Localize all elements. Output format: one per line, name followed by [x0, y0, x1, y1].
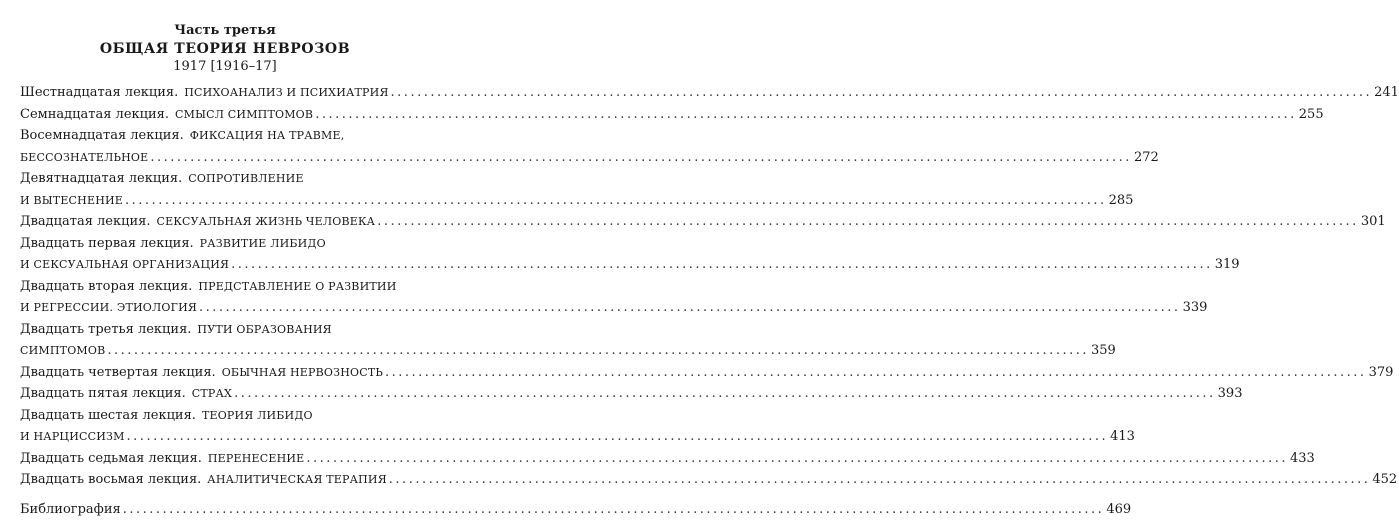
spacer [20, 491, 430, 499]
leader-dots [107, 340, 1089, 362]
lecture-topic: РАЗВИТИЕ ЛИБИДО [200, 233, 326, 255]
toc-entry[interactable] [20, 211, 430, 233]
lecture-topic: АНАЛИТИЧЕСКАЯ ТЕРАПИЯ [207, 469, 387, 491]
toc-entry[interactable] [20, 276, 430, 319]
leader-dots [306, 448, 1288, 470]
lecture-label: Двадцатая лекция. [20, 211, 150, 233]
page-number: 452 [1372, 469, 1397, 491]
lecture-label: Семнадцатая лекция. [20, 104, 169, 126]
part-title: Часть третья [20, 23, 430, 39]
lecture-topic-continued: И НАРЦИССИЗМ [20, 426, 125, 448]
page-number: 255 [1299, 104, 1324, 126]
page-number: 379 [1369, 362, 1394, 384]
leader-dots [127, 426, 1109, 448]
leader-dots [385, 362, 1367, 384]
lecture-topic-continued: И ВЫТЕСНЕНИЕ [20, 190, 123, 212]
lecture-topic: ПСИХОАНАЛИЗ И ПСИХИАТРИЯ [184, 82, 388, 104]
years-label: 1917 [1916–17] [20, 59, 430, 75]
toc-entry-bibliography[interactable] [20, 499, 430, 520]
leader-dots [231, 254, 1213, 276]
leader-dots [123, 499, 1105, 520]
toc-entry[interactable] [20, 319, 430, 362]
page-number: 359 [1091, 340, 1116, 362]
page-number: 433 [1290, 448, 1315, 470]
toc-entry[interactable] [20, 168, 430, 211]
page-number: 241 [1374, 82, 1399, 104]
toc-entry[interactable] [20, 125, 430, 168]
section-title: ОБЩАЯ ТЕОРИЯ НЕВРОЗОВ [20, 40, 430, 58]
lecture-topic: ПЕРЕНЕСЕНИЕ [208, 448, 305, 470]
leader-dots [234, 383, 1216, 405]
leader-dots [125, 190, 1107, 212]
lecture-label: Двадцать третья лекция. [20, 319, 191, 341]
page-number: 301 [1361, 211, 1386, 233]
lecture-label: Двадцать четвертая лекция. [20, 362, 216, 384]
lecture-topic-continued: СИМПТОМОВ [20, 340, 105, 362]
bibliography-label: Библиография [20, 499, 121, 520]
lecture-label: Двадцать первая лекция. [20, 233, 194, 255]
lecture-topic: ОБЫЧНАЯ НЕРВОЗНОСТЬ [222, 362, 383, 384]
lecture-topic: СМЫСЛ СИМПТОМОВ [175, 104, 313, 126]
page-number: 393 [1218, 383, 1243, 405]
leader-dots [391, 82, 1373, 104]
lecture-label: Двадцать вторая лекция. [20, 276, 192, 298]
toc-entry[interactable] [20, 405, 430, 448]
leader-dots [377, 211, 1359, 233]
table-of-contents [20, 82, 430, 520]
page-number: 469 [1106, 499, 1131, 520]
lecture-topic: СЕКСУАЛЬНАЯ ЖИЗНЬ ЧЕЛОВЕКА [156, 211, 375, 233]
lecture-label: Девятнадцатая лекция. [20, 168, 182, 190]
lecture-topic: ФИКСАЦИЯ НА ТРАВМЕ, [190, 125, 345, 147]
lecture-label: Двадцать пятая лекция. [20, 383, 186, 405]
toc-entry[interactable] [20, 448, 430, 470]
toc-entry[interactable] [20, 362, 430, 384]
lecture-topic: ТЕОРИЯ ЛИБИДО [202, 405, 313, 427]
lecture-label: Восемнадцатая лекция. [20, 125, 184, 147]
lecture-topic: СТРАХ [192, 383, 232, 405]
leader-dots [150, 147, 1132, 169]
lecture-topic-continued: БЕССОЗНАТЕЛЬНОЕ [20, 147, 148, 169]
leader-dots [315, 104, 1297, 126]
leader-dots [389, 469, 1371, 491]
toc-entry[interactable] [20, 82, 430, 104]
toc-entry[interactable] [20, 469, 430, 491]
lecture-topic-continued: И РЕГРЕССИИ. ЭТИОЛОГИЯ [20, 297, 197, 319]
page-number: 285 [1109, 190, 1134, 212]
lecture-topic: ПРЕДСТАВЛЕНИЕ О РАЗВИТИИ [198, 276, 396, 298]
lecture-topic-continued: И СЕКСУАЛЬНАЯ ОРГАНИЗАЦИЯ [20, 254, 229, 276]
lecture-label: Шестнадцатая лекция. [20, 82, 178, 104]
lecture-label: Двадцать восьмая лекция. [20, 469, 201, 491]
lecture-topic: СОПРОТИВЛЕНИЕ [188, 168, 303, 190]
page-number: 413 [1110, 426, 1135, 448]
toc-entry[interactable] [20, 233, 430, 276]
page-number: 272 [1134, 147, 1159, 169]
toc-entry[interactable] [20, 104, 430, 126]
lecture-topic: ПУТИ ОБРАЗОВАНИЯ [197, 319, 331, 341]
leader-dots [199, 297, 1181, 319]
page-number: 339 [1183, 297, 1208, 319]
toc-entry[interactable] [20, 383, 430, 405]
lecture-label: Двадцать шестая лекция. [20, 405, 196, 427]
page-number: 319 [1215, 254, 1240, 276]
lecture-label: Двадцать седьмая лекция. [20, 448, 202, 470]
